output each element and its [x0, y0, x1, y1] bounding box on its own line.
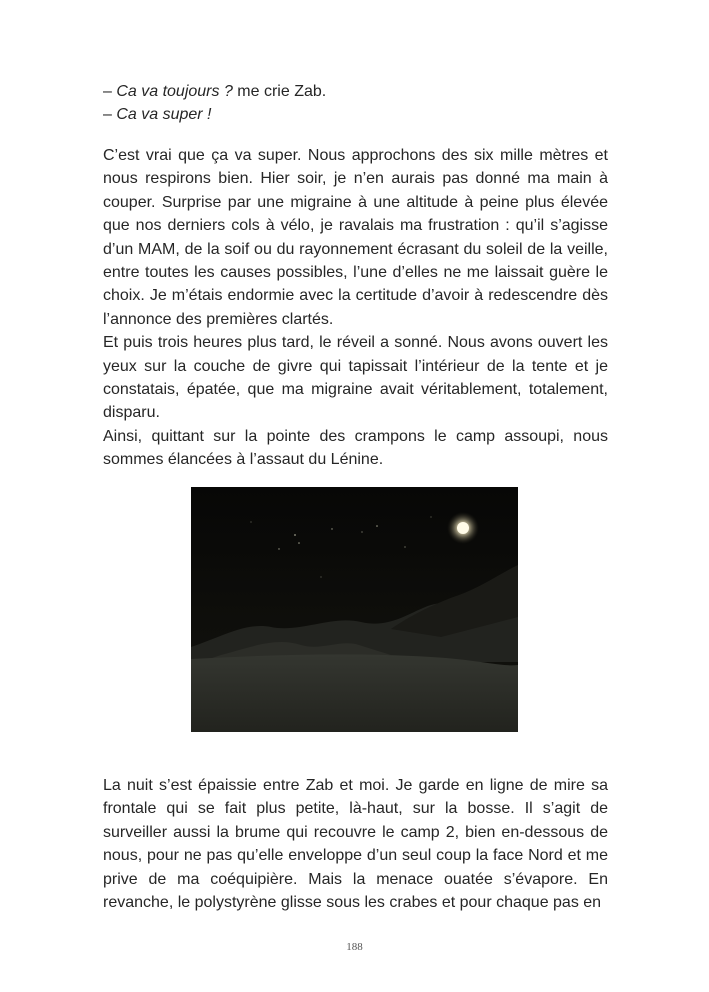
snow-slope	[191, 654, 518, 732]
moon	[457, 522, 469, 534]
paragraph: Et puis trois heures plus tard, le réveil a sonné. Nous avons ouvert les yeux sur la couche de givre qui tapissait l’intérieur de la tente et je constatais, épatée, que ma migraine avait véritablement, totalement, disparu.	[103, 334, 608, 422]
dialogue-quote-2: Ca va super !	[116, 106, 212, 123]
body-text-top	[103, 144, 608, 472]
paragraph: La nuit s’est épaissie entre Zab et moi. Je garde en ligne de mire sa frontale qui se fait plus petite, là-haut, sur la bosse. Il s’agit de surveiller aussi la brume qui recouvre le camp 2, bien en-dessous de nous, pour ne pas qu’elle enveloppe d’un seul coup la face Nord et me prive de ma coéquipière. Mais la menace ouatée s’évapore. En revanche, le polystyrène glisse sous les crabes et pour chaque pas en	[103, 777, 608, 912]
dialogue-tag: me crie Zab.	[232, 83, 327, 100]
paragraph: C’est vrai que ça va super. Nous approchons des six mille mètres et nous respirons bien. Hier soir, je n’en aurais pas donné ma main à couper. Surprise par une migraine à une altitude à peine plus élevée que nos derniers cols à vélo, je ravalais ma frustration : qu’il s’agisse d’un MAM, de la soif ou du rayonnement écrasant du soleil de la veille, entre toutes les causes possibles, l’une d’elles ne me laissait guère le choix. Je m’étais endormie avec la certitude d’avoir à redescendre dès l’annonce des premières clartés.	[103, 147, 608, 328]
dash: –	[103, 83, 117, 100]
night-mountain-photo	[191, 487, 518, 732]
dialogue-line-2	[103, 103, 608, 126]
dialogue-block	[103, 80, 608, 126]
dash: –	[103, 106, 117, 123]
paragraph: Ainsi, quittant sur la pointe des crampons le camp assoupi, nous sommes élancées à l’assaut du Lénine.	[103, 427, 608, 469]
dialogue-quote-1: Ca va toujours ?	[116, 83, 233, 100]
body-text-bottom	[103, 774, 608, 914]
dialogue-line-1	[103, 80, 608, 103]
page-number: 188	[346, 941, 363, 953]
